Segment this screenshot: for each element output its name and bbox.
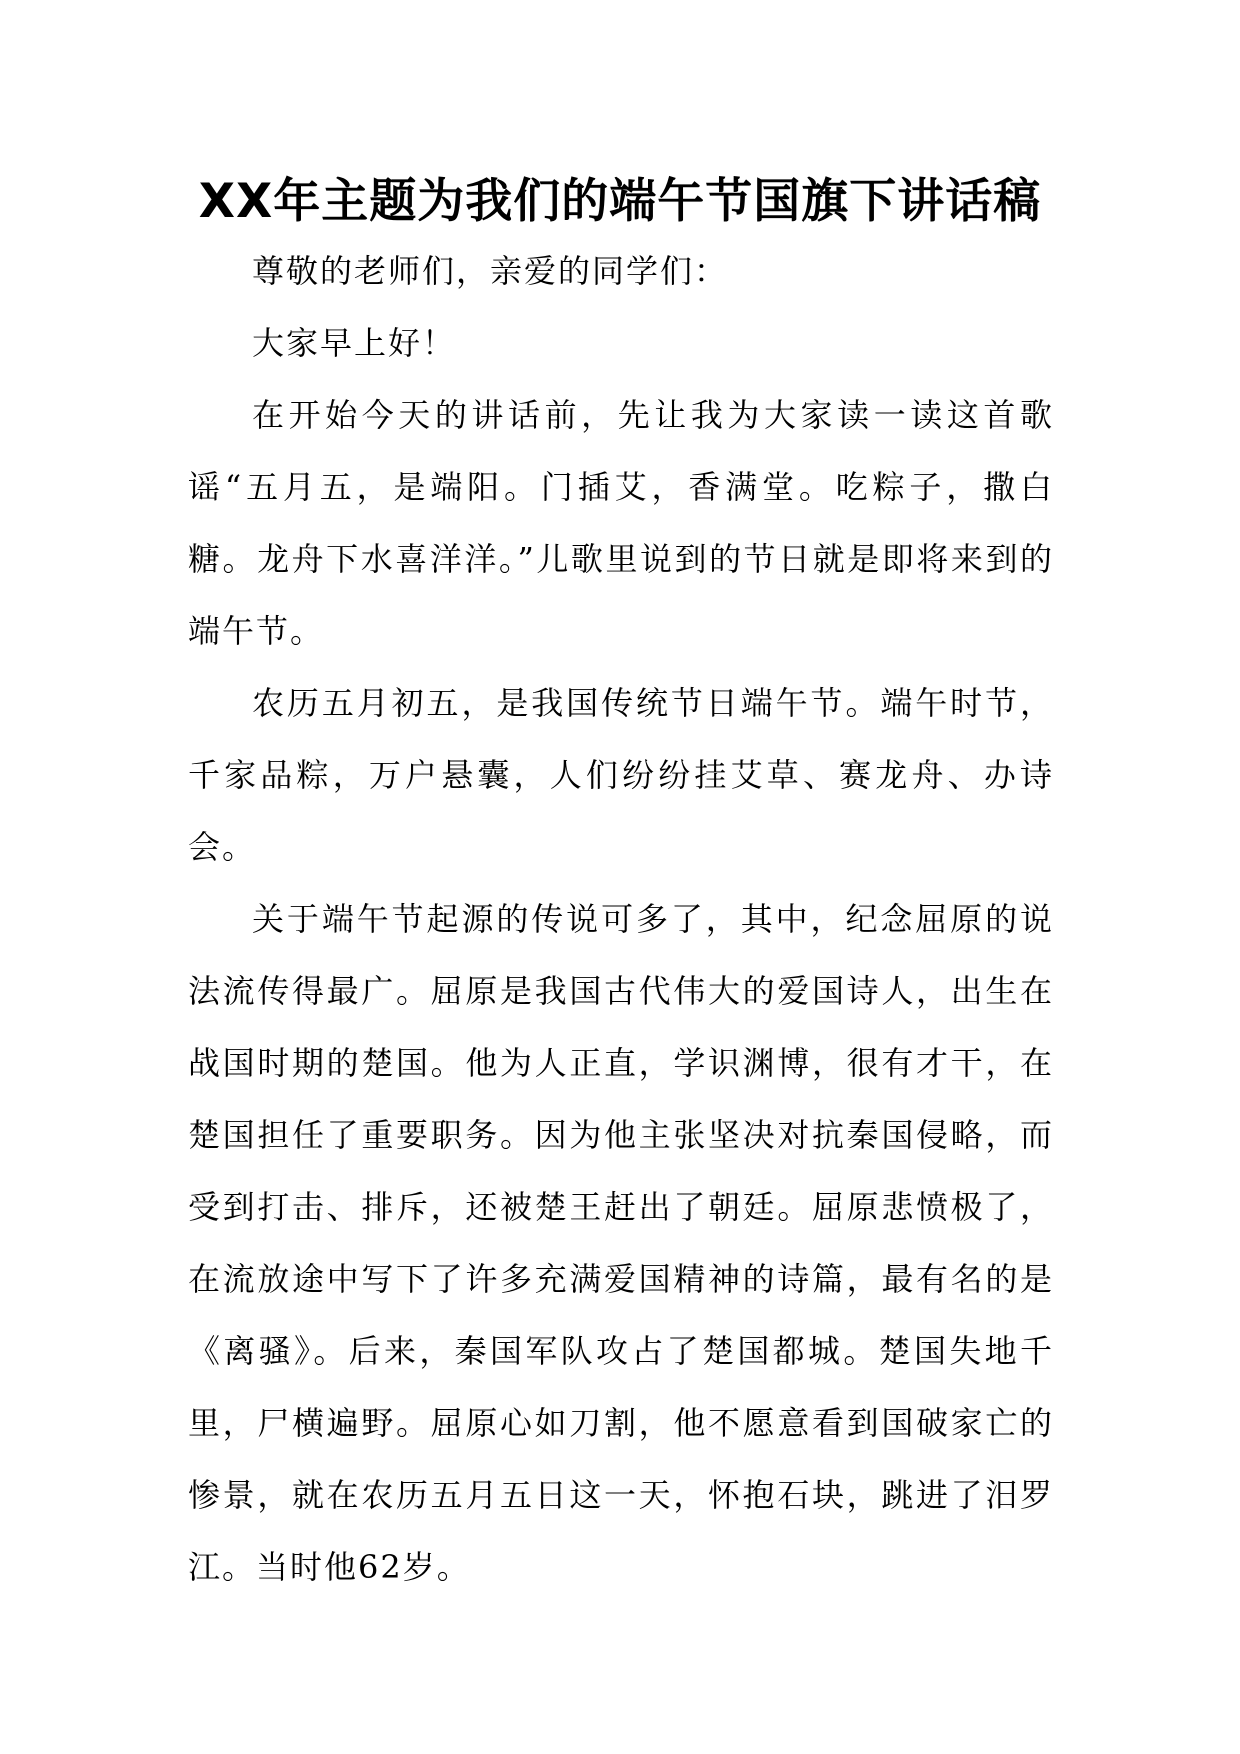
paragraph-festival: 农历五月初五，是我国传统节日端午节。端午时节，千家品粽，万户悬囊，人们纷纷挂艾草、赛龙舟、办诗会。 bbox=[188, 684, 1054, 866]
paragraph-qu-yuan: 关于端午节起源的传说可多了，其中，纪念屈原的说法流传得最广。屈原是我国古代伟大的爱国诗人，出生在战国时期的楚国。他为人正直，学识渊博，很有才干，在楚国担任了重要职务。因为他主张坚决对抗秦国侵略，而受到打击、排斥，还被楚王赶出了朝廷。屈原悲愤极了，在流放途中写下了许多充满爱国精神的诗篇，最有名的是《离骚》。后来，秦国军队攻占了楚国都城。楚国失地千里，尸横遍野。屈原心如刀割，他不愿意看到国破家亡的惨景，就在农历五月五日这一天，怀抱石块，跳进了汨罗江。当时他62岁。 bbox=[188, 900, 1054, 1586]
paragraph-greeting: 大家早上好！ bbox=[252, 324, 457, 362]
paragraph-ballad: 在开始今天的讲话前，先让我为大家读一读这首歌谣“五月五，是端阳。门插艾，香满堂。吃粽子，撒白糖。龙舟下水喜洋洋。”儿歌里说到的节日就是即将来到的端午节。 bbox=[188, 396, 1054, 650]
paragraph-salutation: 尊敬的老师们，亲爱的同学们： bbox=[252, 252, 729, 290]
document-title: XX年主题为我们的端午节国旗下讲话稿 bbox=[198, 174, 1042, 229]
document-body bbox=[188, 235, 1054, 1603]
